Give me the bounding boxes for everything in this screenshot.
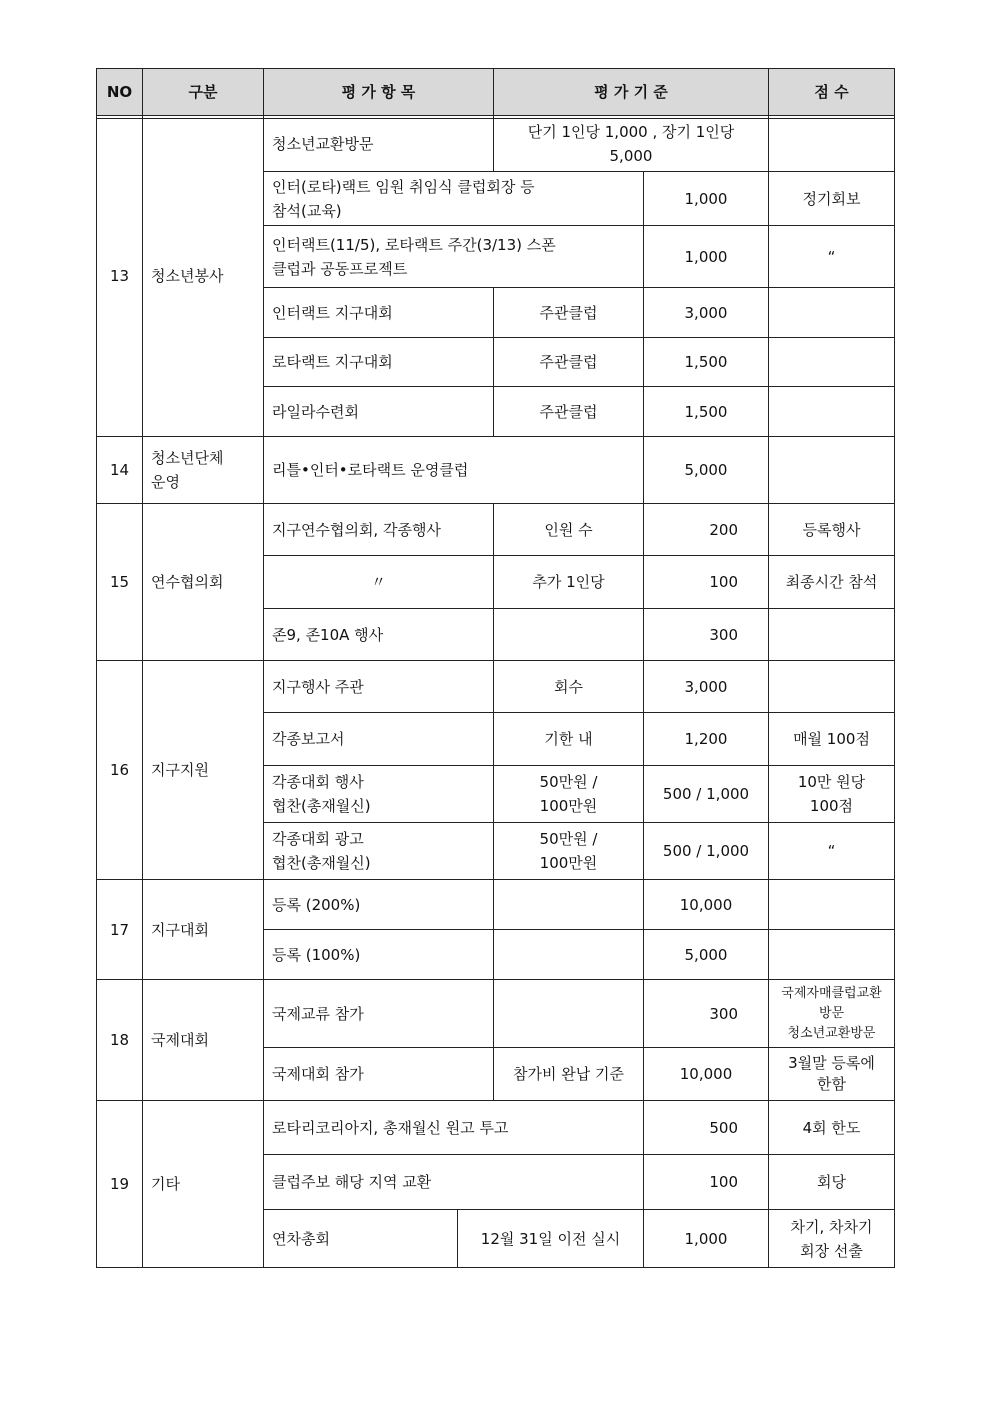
table-row-points: 10,000 (644, 1048, 769, 1101)
table-row-criteria: 참가비 완납 기준 (494, 1048, 644, 1101)
table-row-points: 500 (644, 1101, 769, 1155)
table-row-criteria: 추가 1인당 (494, 556, 644, 609)
table-row-points: 1,500 (644, 387, 769, 437)
section-16-no: 16 (96, 661, 143, 880)
table-row-points: 500 / 1,000 (644, 823, 769, 880)
table-row-item: 인터랙트 지구대회 (264, 288, 494, 338)
header-score: 점 수 (769, 68, 895, 116)
table-row-points: 300 (644, 980, 769, 1048)
table-row-note: 회당 (769, 1155, 895, 1210)
table-row-note (769, 661, 895, 713)
table-row-points: 100 (644, 556, 769, 609)
table-row-points: 100 (644, 1155, 769, 1210)
table-row-points: 1,000 (644, 226, 769, 288)
table-row-note: 국제자매클럽교환 방문 청소년교환방문 (769, 980, 895, 1048)
table-row-note (769, 609, 895, 661)
table-row-item: 각종대회 광고 협찬(총재월신) (264, 823, 494, 880)
header-category: 구분 (143, 68, 264, 116)
table-row-note (769, 437, 895, 504)
section-15-category: 연수협의회 (143, 504, 264, 661)
section-14-category: 청소년단체 운영 (143, 437, 264, 504)
table-row-criteria: 50만원 / 100만원 (494, 823, 644, 880)
table-row-criteria: 주관클럽 (494, 387, 644, 437)
table-row-note (769, 930, 895, 980)
section-14-no: 14 (96, 437, 143, 504)
table-row-item: 라일라수련회 (264, 387, 494, 437)
section-17-category: 지구대회 (143, 880, 264, 980)
table-row-points: 300 (644, 609, 769, 661)
table-row-points: 500 / 1,000 (644, 766, 769, 823)
header-no: NO (96, 68, 143, 116)
table-row-criteria: 50만원 / 100만원 (494, 766, 644, 823)
section-19-no: 19 (96, 1101, 143, 1268)
table-row-points: 1,000 (644, 1210, 769, 1268)
table-row-criteria (494, 609, 644, 661)
table-row-note: 3월말 등록에 한함 (769, 1048, 895, 1101)
section-15-no: 15 (96, 504, 143, 661)
table-row-criteria: 주관클럽 (494, 338, 644, 387)
table-row-note (769, 338, 895, 387)
table-row-criteria: 단기 1인당 1,000 , 장기 1인당 5,000 (494, 116, 769, 172)
section-16-category: 지구지원 (143, 661, 264, 880)
table-row-note: 정기회보 (769, 172, 895, 226)
table-row-criteria: 회수 (494, 661, 644, 713)
table-row-points: 1,000 (644, 172, 769, 226)
section-18-category: 국제대회 (143, 980, 264, 1101)
table-row-note: “ (769, 226, 895, 288)
table-row-item: 국제교류 참가 (264, 980, 494, 1048)
table-row-item: 존9, 존10A 행사 (264, 609, 494, 661)
table-row-item: 지구행사 주관 (264, 661, 494, 713)
header-item: 평 가 항 목 (264, 68, 494, 116)
table-row-item: 〃 (264, 556, 494, 609)
table-row-points: 200 (644, 504, 769, 556)
table-row-item: 클럽주보 해당 지역 교환 (264, 1155, 644, 1210)
section-19-category: 기타 (143, 1101, 264, 1268)
table-row-note (769, 387, 895, 437)
table-row-item: 지구연수협의회, 각종행사 (264, 504, 494, 556)
section-17-no: 17 (96, 880, 143, 980)
table-row-note (769, 288, 895, 338)
table-row-criteria (494, 880, 644, 930)
table-row-item: 리틀•인터•로타랙트 운영클럽 (264, 437, 644, 504)
table-row-note (769, 116, 895, 172)
table-row-criteria (494, 930, 644, 980)
table-row-note: 4회 한도 (769, 1101, 895, 1155)
table-row-criteria: 주관클럽 (494, 288, 644, 338)
table-row-points: 3,000 (644, 661, 769, 713)
table-row-points: 5,000 (644, 437, 769, 504)
table-row-item: 로타랙트 지구대회 (264, 338, 494, 387)
table-row-criteria: 기한 내 (494, 713, 644, 766)
table-row-item: 각종대회 행사 협찬(총재월신) (264, 766, 494, 823)
table-row-item: 로타리코리아지, 총재월신 원고 투고 (264, 1101, 644, 1155)
table-row-item: 각종보고서 (264, 713, 494, 766)
table-row-note: 등록행사 (769, 504, 895, 556)
table-row-item: 등록 (100%) (264, 930, 494, 980)
section-18-no: 18 (96, 980, 143, 1101)
table-row-note (769, 880, 895, 930)
table-row-item: 국제대회 참가 (264, 1048, 494, 1101)
table-row-points: 1,500 (644, 338, 769, 387)
table-row-note: 10만 원당 100점 (769, 766, 895, 823)
table-row-note: 차기, 차차기 회장 선출 (769, 1210, 895, 1268)
table-row-points: 5,000 (644, 930, 769, 980)
table-row-item: 인터랙트(11/5), 로타랙트 주간(3/13) 스폰 클럽과 공동프로젝트 (264, 226, 644, 288)
table-row-points: 3,000 (644, 288, 769, 338)
table-row-item: 청소년교환방문 (264, 116, 494, 172)
table-row-item: 연차총회 (264, 1210, 458, 1268)
table-row-points: 1,200 (644, 713, 769, 766)
header-criteria: 평 가 기 준 (494, 68, 769, 116)
table-row-item: 인터(로타)랙트 임원 취임식 클럽회장 등 참석(교육) (264, 172, 644, 226)
table-row-criteria (494, 980, 644, 1048)
table-row-note: “ (769, 823, 895, 880)
section-13-no: 13 (96, 116, 143, 437)
table-row-criteria: 인원 수 (494, 504, 644, 556)
table-row-criteria: 12월 31일 이전 실시 (458, 1210, 644, 1268)
table-row-points: 10,000 (644, 880, 769, 930)
table-row-item: 등록 (200%) (264, 880, 494, 930)
table-row-note: 최종시간 참석 (769, 556, 895, 609)
table-row-note: 매월 100점 (769, 713, 895, 766)
section-13-category: 청소년봉사 (143, 116, 264, 437)
